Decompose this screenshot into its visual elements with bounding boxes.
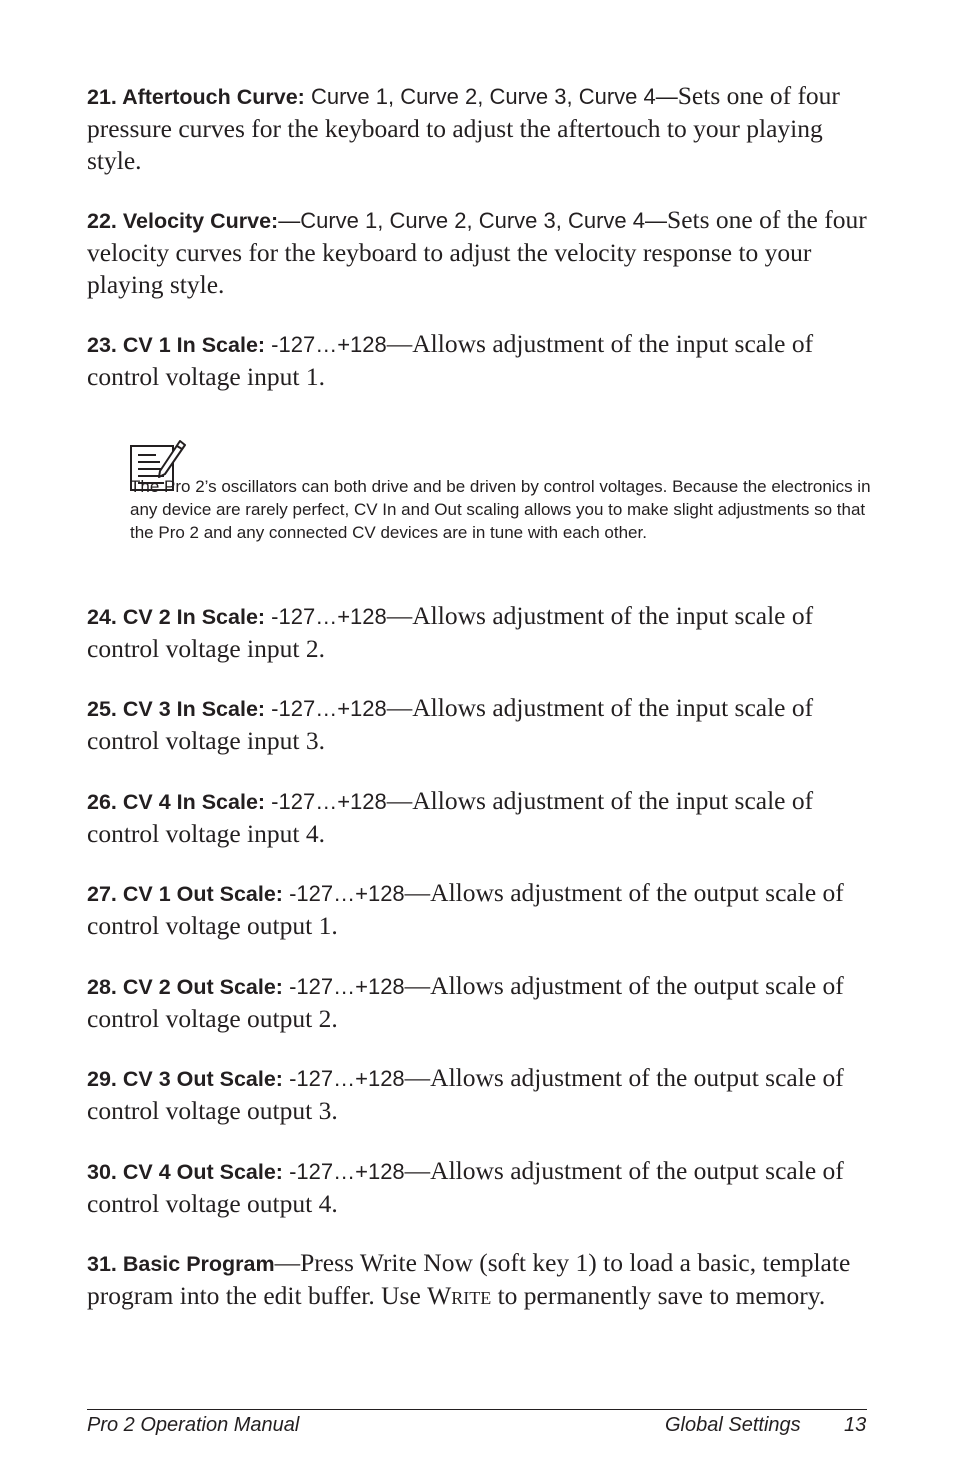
item-term: 27. CV 1 Out Scale:	[87, 882, 283, 906]
item-cv4-out-scale	[87, 1155, 869, 1220]
note-icon-spacer	[130, 437, 187, 475]
note-top-spacer	[130, 437, 872, 475]
item-description: Allows adjustment of the output scale of control voltage output 1.	[87, 878, 844, 940]
item-description: Allows adjustment of the input scale of control voltage input 3.	[87, 693, 814, 755]
item-term: 29. CV 3 Out Scale:	[87, 1067, 283, 1091]
item-dash: —	[645, 208, 668, 233]
item-values: -127…+128	[265, 332, 387, 357]
item-dash: —	[404, 878, 431, 907]
note-callout	[130, 437, 872, 544]
item-velocity-curve	[87, 204, 869, 301]
item-cv4-in-scale	[87, 785, 869, 850]
item-cv1-out-scale	[87, 877, 869, 942]
item-description: Allows adjustment of the input scale of control voltage input 1.	[87, 329, 814, 391]
item-values: -127…+128	[282, 974, 405, 999]
item-cv1-in-scale	[87, 328, 869, 393]
item-dash: —	[386, 693, 413, 722]
item-term: 21. Aftertouch Curve:	[87, 85, 305, 109]
item-description-end: to permanently save to memory.	[491, 1281, 826, 1310]
item-description: Sets one of four pressure curves for the keyboard to adjust the aftertouch to your playing style.	[87, 81, 840, 175]
item-values: Curve 1, Curve 2, Curve 3, Curve 4	[300, 208, 646, 233]
item-description: Allows adjustment of the output scale of control voltage output 4.	[87, 1156, 844, 1218]
item-values: -127…+128	[282, 1066, 405, 1091]
item-dash: —	[386, 601, 413, 630]
item-dash: —	[386, 329, 413, 358]
item-aftertouch-curve	[87, 80, 869, 177]
item-dash: —	[404, 1063, 431, 1092]
item-term: 31. Basic Program	[87, 1252, 275, 1276]
item-values: -127…+128	[265, 789, 387, 814]
item-basic-program	[87, 1247, 869, 1312]
item-term: 22. Velocity Curve:	[87, 209, 279, 233]
item-description: Allows adjustment of the output scale of control voltage output 3.	[87, 1063, 844, 1125]
footer-rule	[87, 1409, 867, 1410]
footer-page-number: 13	[844, 1414, 867, 1436]
item-values: -127…+128	[265, 696, 387, 721]
item-dash: —	[274, 1248, 301, 1277]
item-description: Allows adjustment of the input scale of control voltage input 2.	[87, 601, 814, 663]
item-cv3-out-scale	[87, 1062, 869, 1127]
item-description: Allows adjustment of the input scale of control voltage input 4.	[87, 786, 814, 848]
item-description: Allows adjustment of the output scale of control voltage output 2.	[87, 971, 844, 1033]
footer-section: Global Settings	[665, 1414, 801, 1436]
item-term: 25. CV 3 In Scale:	[87, 697, 266, 721]
item-values: -127…+128	[282, 881, 405, 906]
item-dash: —	[404, 971, 431, 1000]
footer-manual-title: Pro 2 Operation Manual	[87, 1414, 300, 1436]
write-key-label: Write	[427, 1281, 492, 1310]
item-term: 30. CV 4 Out Scale:	[87, 1160, 283, 1184]
item-term: 26. CV 4 In Scale:	[87, 790, 266, 814]
item-dash-pre: —	[278, 208, 301, 233]
item-values: -127…+128	[265, 604, 387, 629]
item-cv2-in-scale	[87, 600, 869, 665]
item-dash: —	[655, 84, 678, 109]
item-term: 28. CV 2 Out Scale:	[87, 975, 283, 999]
item-term: 23. CV 1 In Scale:	[87, 333, 266, 357]
item-description: Sets one of the four velocity curves for the keyboard to adjust the velocity response to your playing style.	[87, 205, 867, 299]
item-dash: —	[404, 1156, 431, 1185]
note-text: The Pro 2’s oscillators can both drive and be driven by control voltages. Because the electronics in any device are rarely perfect, CV In and Out scaling allows you to make slight adjustments so that the Pro 2 and any connected CV devices are in tune with each other.	[130, 477, 871, 542]
item-description: Press Write Now (soft key 1) to load a basic, template program into the edit buffer. Use	[87, 1248, 851, 1310]
item-cv3-in-scale	[87, 692, 869, 757]
item-dash: —	[386, 786, 413, 815]
item-values: -127…+128	[282, 1159, 405, 1184]
item-cv2-out-scale	[87, 970, 869, 1035]
item-term: 24. CV 2 In Scale:	[87, 605, 266, 629]
item-values: Curve 1, Curve 2, Curve 3, Curve 4	[304, 84, 656, 109]
